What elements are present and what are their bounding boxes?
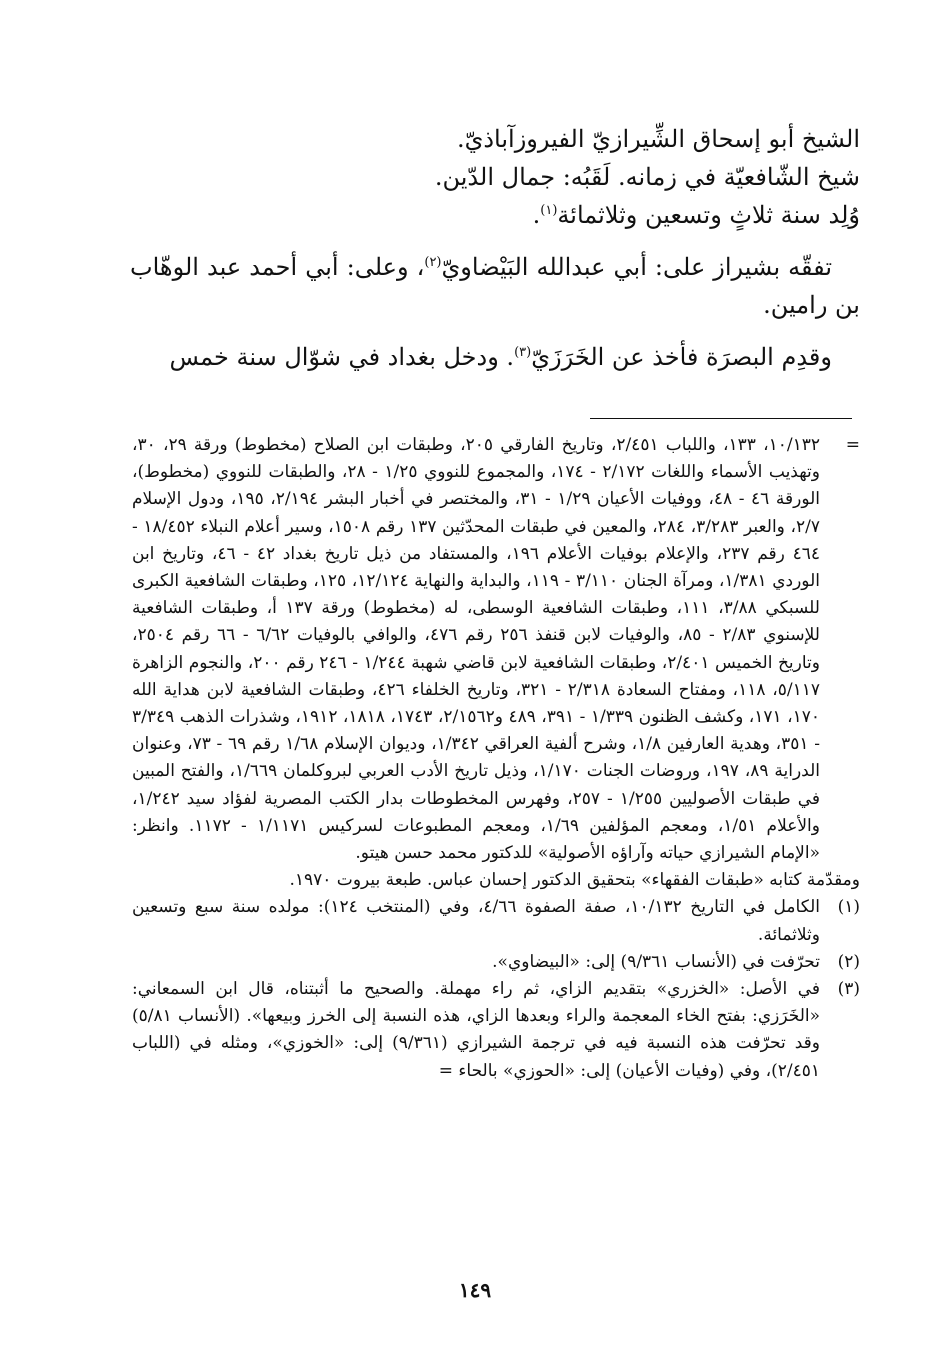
text-segment: .: [532, 201, 541, 229]
footnote-separator: [590, 418, 852, 419]
text-line: شيخ الشّافعيّة في زمانه. لَقَبُه: جمال الدّين.: [434, 163, 860, 191]
text-line: [130, 196, 860, 234]
footnote-3: [132, 976, 860, 1085]
footnote-text: الكامل في التاريخ ١٠/١٣٢، صفة الصفوة ٤/٦٦، وفي (المنتخب ١٢٤): مولده سنة سبع وتسعين وثلاثمائة.: [132, 897, 820, 945]
continuation-marker: =: [845, 435, 860, 455]
footnote-number: (٣): [837, 979, 860, 1000]
footnote-text: ١٠/١٣٢، ١٣٣، واللباب ٢/٤٥١، وتاريخ الفارقي ٢٠٥، وطبقات ابن الصلاح (مخطوط) ورقة ٢٩، ٣٠، وتهذيب الأسماء واللغات ٢/١٧٢ - ١٧٤، والمجموع للنووي ١/٢٥ - ٢٨، والطبقات للنووي (مخطوط)، الورقة ٤٦ - ٤٨، ووفيات الأعيان ١/٢٩ - ٣١، والمختصر في أخبار البشر ٢/١٩٤، ١٩٥، ودول الإسلام ٢/٧، والعبر ٣/٢٨٣، ٢٨٤، والمعين في طبقات المحدّثين ١٣٧ رقم ١٥٠٨، وسير أعلام النبلاء ١٨/٤٥٢ - ٤٦٤ رقم ٢٣٧، والإعلام بوفيات الأعلام ١٩٦، والمستفاد من ذيل تاريخ بغداد ٤٢ - ٤٦، وتاريخ ابن الوردي ١/٣٨١، ومرآة الجنان ٣/١١٠ - ١١٩، والبداية والنهاية ١٢/١٢٤، ١٢٥، وطبقات الشافعية الكبرى للسبكي ٣/٨٨، ١١١، وطبقات الشافعية الوسطى، له (مخطوط) ورقة ١٣٧ أ، وطبقات الشافعية للإسنوي ٢/٨٣ - ٨٥، والوفيات لابن قنفذ ٢٥٦ رقم ٤٧٦، والوافي بالوفيات ٦/٦٢ - ٦٦ رقم ٢٥٠٤، وتاريخ الخميس ٢/٤٠١، وطبقات الشافعية لابن قاضي شهبة ١/٢٤٤ - ٢٤٦ رقم ٢٠٠، والنجوم الزاهرة ٥/١١٧، ١١٨، ومفتاح السعادة ٢/٣١٨ - ٣٢١، وتاريخ الخلفاء ٤٢٦، وطبقات الشافعية لابن هداية الله ١٧٠، ١٧١، وكشف الظنون ١/٣٣٩ - ٣٩١، ٤٨٩ و٢/١٥٦٢، ١٧٤٣، ١٨١٨، ١٩١٢، وشذرات الذهب ٣/٣٤٩ - ٣٥١، وهدية العارفين ١/٨، وشرح ألفية العراقي ١/٣٤٢، وديوان الإسلام ١/٦٨ رقم ٦٩ - ٧٣، وعنوان الدراية ٨٩، ١٩٧، وروضات الجنات ١/١٧٠، وذيل تاريخ الأدب العربي لبروكلمان ١/٦٦٩، والفتح المبين في طبقات الأصوليين ١/٢٥٥ - ٢٥٧، وفهرس المخطوطات بدار الكتب المصرية لفؤاد سيد ١/٢٤٢، والأعلام ١/٥١، ومعجم المؤلفين ١/٦٩، ومعجم المطبوعات لسركيس ١/١١٧١ - ١١٧٢. وانظر: «الإمام الشيرازي حياته وآراؤه الأصولية» للدكتور محمد حسن هيتو.: [132, 435, 821, 864]
footnotes: [132, 432, 860, 1085]
text-segment: . ودخل بغداد في شوّال سنة خمس: [169, 343, 515, 371]
footnote-text: ومقدّمة كتابه «طبقات الفقهاء» بتحقيق الدكتور إحسان عباس. طبعة بيروت ١٩٧٠.: [289, 870, 860, 891]
footnote-ref-2[interactable]: (٢): [424, 255, 442, 270]
text-segment: ، وعلى: أبي أحمد عبد الوهّاب بن رامين.: [130, 253, 860, 319]
footnote-ref-3[interactable]: (٣): [514, 345, 532, 360]
footnote-2: [132, 949, 860, 976]
footnote-number: (٢): [837, 951, 860, 972]
text-segment: تفقّه بشيراز على: أبي عبدالله البَيْضاويّ: [441, 253, 833, 281]
text-segment: وُلِد سنة ثلاثٍ وتسعين وثلاثمائة: [557, 201, 860, 229]
page-number: ١٤٩: [458, 1278, 492, 1302]
main-text: [130, 120, 860, 376]
paragraph-2: [130, 248, 860, 324]
footnote-number: (١): [837, 897, 860, 918]
text-segment: وقدِم البصرَة فأخذ عن الخَرَزَيّ: [531, 343, 832, 371]
footnote-ref-1[interactable]: (١): [540, 203, 558, 218]
footnote-text: في الأصل: «الخزري» بتقديم الزاي، ثم راء مهملة. والصحيح ما أثبتناه، قال ابن السمعاني: «الخَرَزي: بفتح الخاء المعجمة والراء وبعدها الزاي، هذه النسبة إلى الخرز وبيعها». (الأنساب ٥/٨١) وقد تحرّفت هذه النسبة فيه في ترجمة الشيرازي (٩/٣٦١) إلى: «الخوزي»، ومثله في (اللباب ٢/٤٥١)، وفي (وفيات الأعيان) إلى: «الحوزي» بالحاء =: [132, 979, 821, 1081]
footnote-text: تحرّفت في (الأنساب ٩/٣٦١) إلى: «البيضاوي».: [492, 951, 820, 972]
paragraph-1: [130, 120, 860, 234]
paragraph-3: [130, 338, 860, 376]
text-line: الشيخ أبو إسحاق الشِّيرازيّ الفيروزآباذيّ.: [456, 125, 860, 153]
footnote-1: [132, 894, 860, 948]
footnote-continuation: [132, 432, 860, 867]
